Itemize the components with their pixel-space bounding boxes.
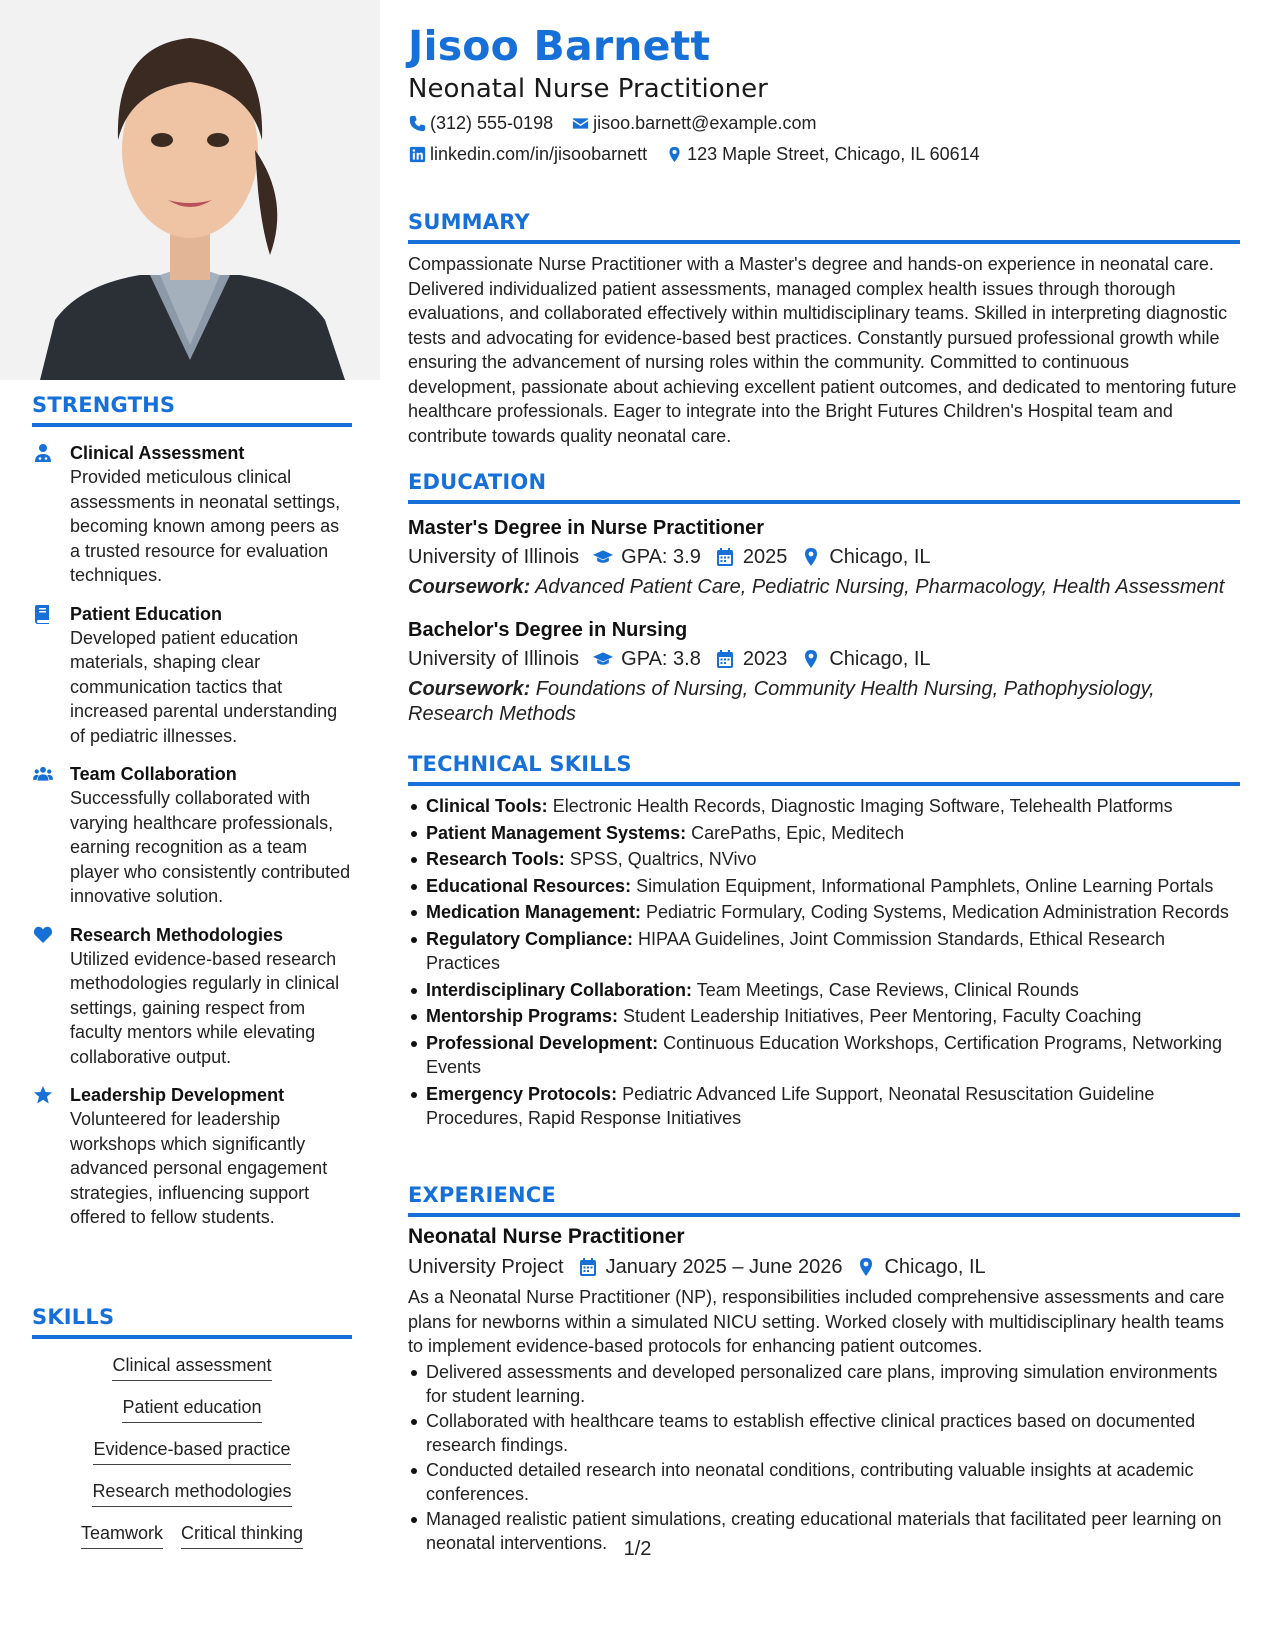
education-section [408,470,1240,727]
list-item: Professional Development: Continuous Education Workshops, Certification Programs, Networking Events [408,1031,1240,1080]
education-meta [408,644,1240,674]
map-pin-icon [665,146,683,164]
strength-item [32,441,352,588]
skill-tag: Critical thinking [181,1521,303,1549]
contact-row-2 [408,144,998,165]
list-item: Conducted detailed research into neonatal conditions, contributing valuable insights at academic conferences. [408,1458,1240,1507]
phone-icon [408,115,426,133]
email-text: jisoo.barnett@example.com [593,113,817,133]
strength-item [32,1083,352,1230]
strength-desc: Developed patient education materials, shaping clear communication tactics that increased parental understanding of pediatric illnesses. [70,627,338,746]
skills-heading: SKILLS [32,1305,352,1339]
degree-title: Bachelor's Degree in Nursing [408,619,688,641]
map-pin-icon [856,1257,876,1277]
location: Chicago, IL [801,644,930,674]
list-item: Research Tools: SPSS, Qualtrics, NVivo [408,847,1240,872]
experience-section [408,1183,1240,1556]
job-meta [408,1251,1240,1283]
list-item: Emergency Protocols: Pediatric Advanced Life Support, Neonatal Resuscitation Guideline Procedures, Rapid Response Initiatives [408,1082,1240,1131]
strength-title: Research Methodologies [70,924,284,945]
skills-section [32,1305,352,1563]
gpa: GPA: 3.9 [593,542,701,572]
calendar-icon [578,1257,598,1277]
graduation-cap-icon [593,649,613,669]
strength-desc: Volunteered for leadership workshops which significantly advanced personal engagement strategies, influencing support offered to fellow students. [70,1109,328,1227]
candidate-name: Jisoo Barnett [408,22,711,70]
contact-row [408,113,834,134]
strength-item [32,762,352,909]
users-icon [32,763,54,785]
year: 2025 [715,542,788,572]
list-item: Delivered assessments and developed personalized care plans, improving simulation environments for student learning. [408,1360,1240,1409]
education-meta [408,542,1240,572]
job-location: Chicago, IL [856,1251,985,1283]
list-item: Mentorship Programs: Student Leadership Initiatives, Peer Mentoring, Faculty Coaching [408,1004,1240,1029]
technical-skills-heading: TECHNICAL SKILLS [408,752,1240,786]
sidebar [0,0,380,1650]
strength-title: Clinical Assessment [70,443,245,463]
school: University of Illinois [408,648,580,670]
phone-text: (312) 555-0198 [430,113,554,133]
address-text: 123 Maple Street, Chicago, IL 60614 [687,144,980,164]
book-icon [32,603,54,625]
graduation-cap-icon [593,547,613,567]
strength-title: Team Collaboration [70,764,237,784]
list-item: Interdisciplinary Collaboration: Team Meetings, Case Reviews, Clinical Rounds [408,978,1240,1003]
map-pin-icon [801,547,821,567]
coursework: Coursework: Foundations of Nursing, Community Health Nursing, Pathophysiology, Research Methods [408,678,1155,725]
strengths-section [32,393,352,1230]
phone-contact[interactable] [408,113,553,134]
job-dates: January 2025 – June 2026 [578,1251,843,1283]
address-contact [665,144,980,165]
education-heading: EDUCATION [408,470,1240,504]
technical-skills-section [408,752,1240,1133]
degree-title: Master's Degree in Nurse Practitioner [408,517,764,539]
linkedin-contact[interactable] [408,144,647,165]
calendar-icon [715,649,735,669]
technical-skills-list [408,794,1240,1131]
skill-tag: Evidence-based practice [93,1437,290,1465]
candidate-role: Neonatal Nurse Practitioner [408,74,768,104]
gpa: GPA: 3.8 [593,644,701,674]
linkedin-text: linkedin.com/in/jisoobarnett [430,144,648,164]
education-entry [408,514,1240,600]
coursework: Coursework: Advanced Patient Care, Pediatric Nursing, Pharmacology, Health Assessment [408,576,1225,598]
heart-icon [32,924,54,946]
envelope-icon [571,115,589,133]
list-item: Collaborated with healthcare teams to establish effective clinical practices based on documented research findings. [408,1409,1240,1458]
profile-photo [0,0,380,380]
organization: University Project [408,1256,564,1278]
school: University of Illinois [408,546,580,568]
strength-item [32,923,352,1070]
linkedin-icon [408,146,426,164]
strength-desc: Successfully collaborated with varying healthcare professionals, earning recognition as a team player who consistently contributed innovative solution. [70,788,351,906]
skill-tag: Patient education [122,1395,261,1423]
year: 2023 [715,644,788,674]
strengths-heading: STRENGTHS [32,393,352,427]
list-item: Medication Management: Pediatric Formulary, Coding Systems, Medication Administration Records [408,900,1240,925]
location: Chicago, IL [801,542,930,572]
strength-desc: Utilized evidence-based research methodologies regularly in clinical settings, gaining respect from faculty mentors while elevating collaborative output. [70,948,340,1067]
job-description: As a Neonatal Nurse Practitioner (NP), responsibilities included comprehensive assessments and care plans for newborns within a simulated NICU setting. Worked closely with multidisciplinary health teams to implement evidence-based protocols for enhancing patient outcomes. [408,1287,1225,1356]
strength-desc: Provided meticulous clinical assessments in neonatal settings, becoming known among peers as a trusted resource for evaluation techniques. [70,467,341,585]
skills-list [32,1353,352,1549]
list-item: Managed realistic patient simulations, creating educational materials that facilitated peer learning on neonatal interventions. [408,1507,1240,1556]
email-contact[interactable] [571,113,816,134]
summary-heading: SUMMARY [408,210,1240,244]
star-icon [32,1084,54,1106]
skill-tag: Research methodologies [92,1479,291,1507]
summary-section [408,210,1240,448]
strength-title: Leadership Development [70,1085,285,1105]
strength-title: Patient Education [70,603,223,624]
summary-text: Compassionate Nurse Practitioner with a Master's degree and hands-on experience in neonatal care. Delivered individualized patient assessments, managed complex health issues through thorough evaluations, and collaborated effectively within multidisciplinary teams. Skilled in interpreting diagnostic tests and advocating for evidence-based best practices. Constantly pursued professional growth while ensuring the advancement of nursing roles within the community. Committed to continuous development, passionate about achieving excellent patient outcomes, and dedicated to mentoring future healthcare professionals. Eager to integrate into the Bright Futures Children's Hospital team and contribute towards quality neonatal care. [408,254,1237,446]
calendar-icon [715,547,735,567]
map-pin-icon [801,649,821,669]
list-item: Educational Resources: Simulation Equipment, Informational Pamphlets, Online Learning Portals [408,874,1240,899]
list-item: Clinical Tools: Electronic Health Records, Diagnostic Imaging Software, Telehealth Platforms [408,794,1240,819]
education-entry [408,616,1240,727]
doctor-icon [32,442,54,464]
skill-tag: Teamwork [81,1521,163,1549]
experience-heading: EXPERIENCE [408,1183,1240,1217]
job-title: Neonatal Nurse Practitioner [408,1225,685,1248]
strength-item [32,602,352,749]
page-number: 1/2 [623,1538,652,1560]
list-item: Regulatory Compliance: HIPAA Guidelines, Joint Commission Standards, Ethical Research Practices [408,927,1240,976]
skill-tag: Clinical assessment [112,1353,271,1381]
list-item: Patient Management Systems: CarePaths, Epic, Meditech [408,821,1240,846]
job-bullets [408,1360,1240,1556]
